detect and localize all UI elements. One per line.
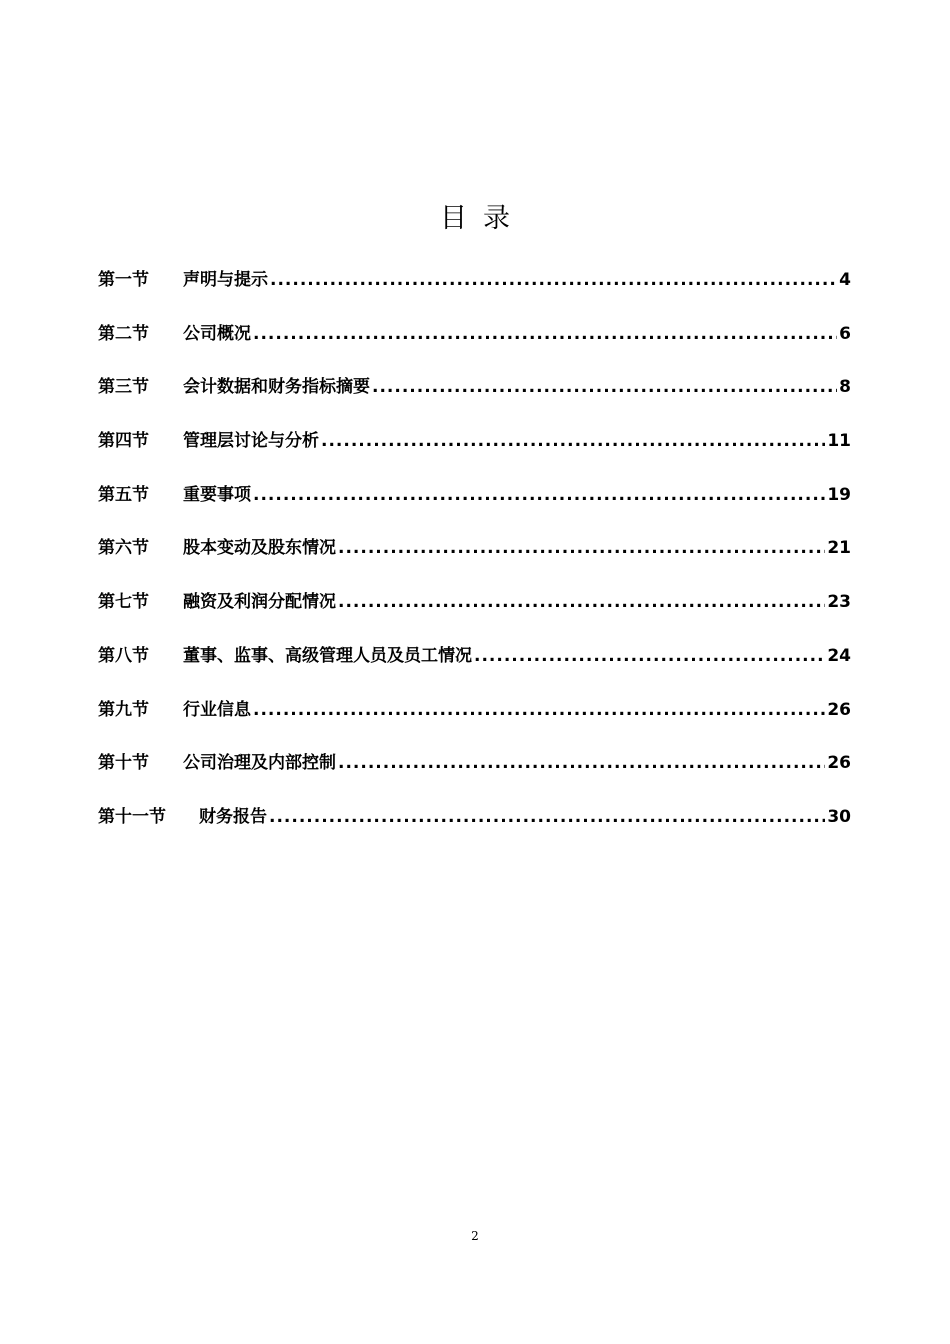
toc-page-number: 19 — [827, 484, 851, 505]
toc-section-number: 第五节 — [98, 484, 149, 505]
toc-page-number: 26 — [827, 753, 851, 774]
toc-section-title: 声明与提示 — [183, 270, 268, 290]
toc-section-title: 行业信息 — [183, 699, 251, 720]
toc-entry-1[interactable] — [98, 262, 851, 316]
toc-section-title: 管理层讨论与分析 — [183, 431, 319, 452]
page-footer-number: 2 — [471, 1229, 479, 1243]
toc-entry-11[interactable] — [98, 799, 851, 853]
toc-section-title: 股本变动及股东情况 — [183, 538, 336, 559]
toc-leader-dots — [474, 638, 825, 674]
toc-entry-10[interactable] — [98, 745, 851, 799]
toc-section-title: 董事、监事、高级管理人员及员工情况 — [183, 645, 472, 666]
toc-page-number: 23 — [827, 592, 851, 613]
toc-section-number: 第四节 — [98, 431, 149, 452]
page-title: 目录 — [440, 203, 526, 234]
toc-leader-dots — [338, 584, 825, 620]
toc-entry-2[interactable] — [98, 316, 851, 370]
toc-section-title: 融资及利润分配情况 — [183, 592, 336, 613]
toc-page-number: 24 — [827, 645, 851, 666]
toc-page-number: 6 — [839, 323, 851, 344]
toc-section-title: 财务报告 — [199, 806, 267, 827]
toc-leader-dots — [253, 692, 825, 728]
toc-section-number: 第十节 — [98, 753, 149, 774]
toc-page-number: 30 — [827, 806, 851, 827]
toc-entry-9[interactable] — [98, 692, 851, 746]
toc-entry-8[interactable] — [98, 638, 851, 692]
toc-page-number: 4 — [839, 270, 851, 290]
toc-entry-6[interactable] — [98, 530, 851, 584]
toc-leader-dots — [338, 745, 825, 781]
toc-leader-dots — [253, 477, 825, 513]
toc-section-number: 第九节 — [98, 699, 149, 720]
table-of-contents — [98, 262, 851, 853]
toc-section-number: 第二节 — [98, 323, 149, 344]
toc-leader-dots — [253, 316, 837, 352]
toc-page-number: 26 — [827, 699, 851, 720]
toc-leader-dots — [270, 262, 837, 298]
toc-leader-dots — [372, 369, 837, 405]
toc-leader-dots — [321, 423, 825, 459]
toc-leader-dots — [338, 530, 825, 566]
toc-entry-4[interactable] — [98, 423, 851, 477]
toc-section-title: 会计数据和财务指标摘要 — [183, 377, 370, 398]
toc-section-number: 第六节 — [98, 538, 149, 559]
toc-section-title: 公司治理及内部控制 — [183, 753, 336, 774]
toc-page-number: 21 — [827, 538, 851, 559]
toc-section-number: 第一节 — [98, 270, 149, 290]
toc-leader-dots — [269, 799, 825, 835]
toc-section-title: 重要事项 — [183, 484, 251, 505]
toc-section-number: 第十一节 — [98, 806, 166, 827]
toc-section-number: 第三节 — [98, 377, 149, 398]
toc-entry-5[interactable] — [98, 477, 851, 531]
toc-page-number: 8 — [839, 377, 851, 398]
toc-section-title: 公司概况 — [183, 323, 251, 344]
toc-entry-7[interactable] — [98, 584, 851, 638]
toc-section-number: 第八节 — [98, 645, 149, 666]
toc-entry-3[interactable] — [98, 369, 851, 423]
toc-page-number: 11 — [827, 431, 851, 452]
toc-section-number: 第七节 — [98, 592, 149, 613]
